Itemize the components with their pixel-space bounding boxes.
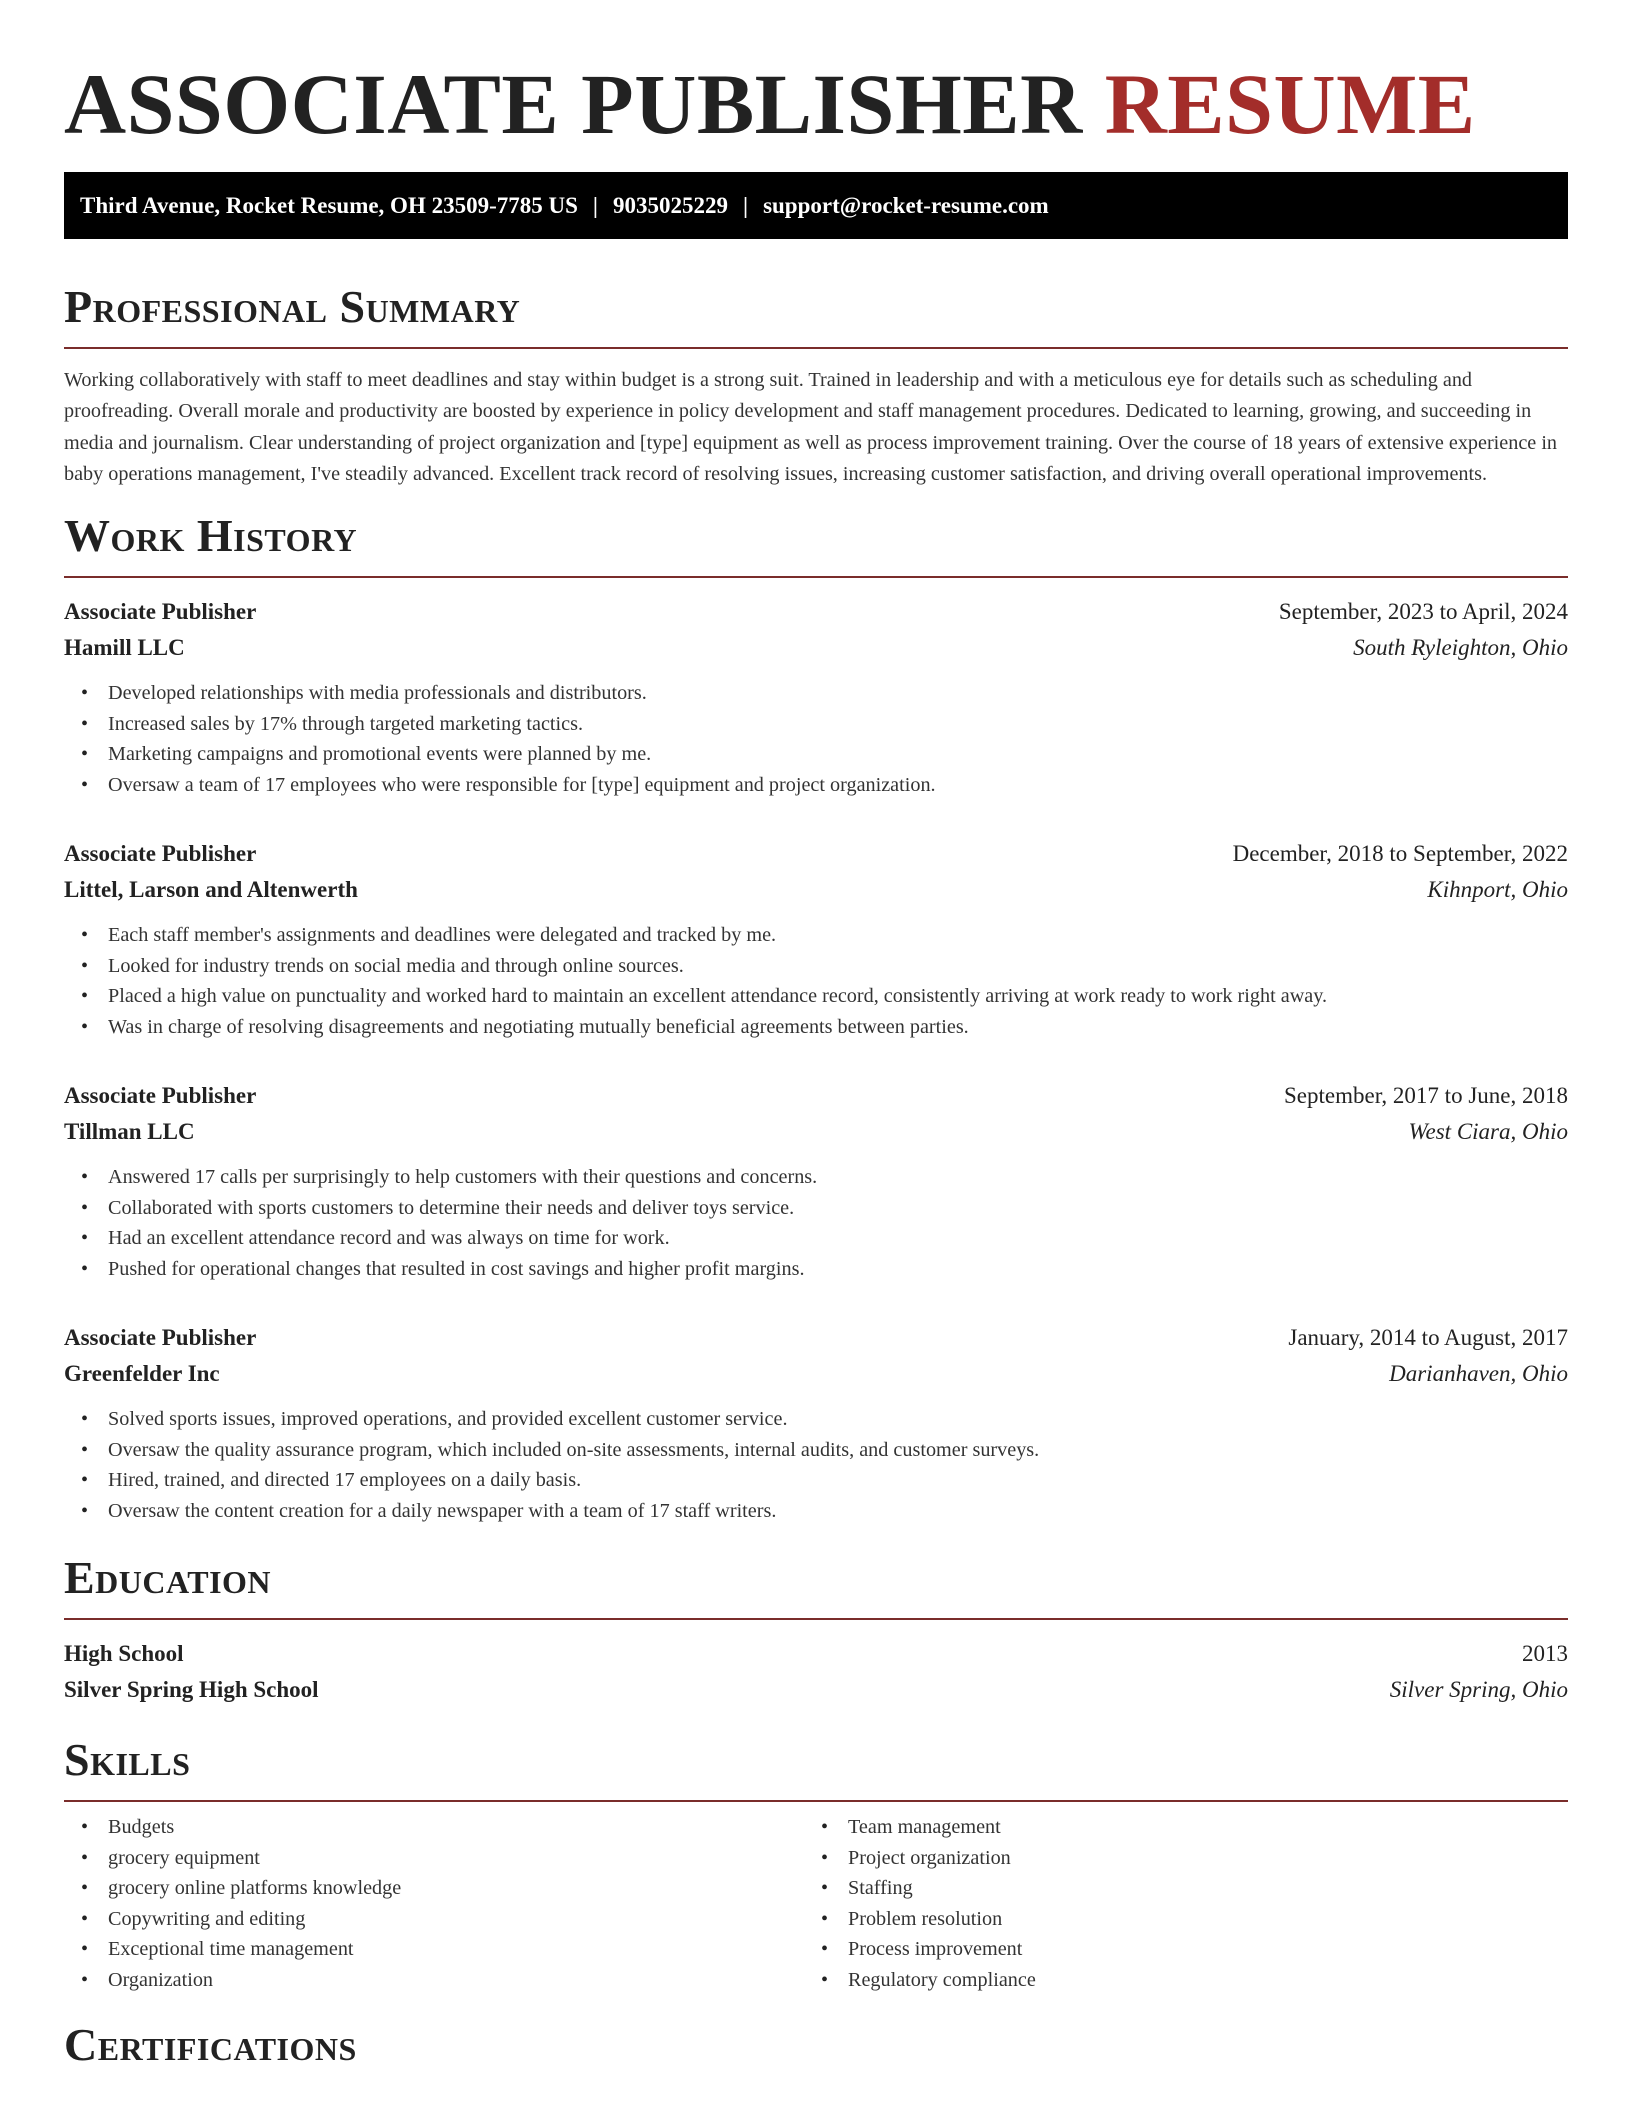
skill-item: • Budgets	[64, 1812, 804, 1843]
job-header-row	[64, 1078, 1568, 1114]
skills-heading: Skills	[64, 1734, 191, 1786]
job-location: Darianhaven, Ohio	[1389, 1361, 1568, 1387]
list-item: • Solved sports issues, improved operations, and provided excellent customer service.	[64, 1404, 1568, 1435]
job-entry	[64, 836, 1568, 1042]
list-item: • Had an excellent attendance record and was always on time for work.	[64, 1223, 1568, 1254]
education-heading: Education	[64, 1552, 272, 1604]
list-item: • Oversaw the quality assurance program, which included on-site assessments, internal audits, and customer surveys.	[64, 1435, 1568, 1466]
skill-item: • Problem resolution	[804, 1904, 1544, 1935]
job-role: Associate Publisher	[64, 841, 257, 867]
list-item: • Was in charge of resolving disagreements and negotiating mutually beneficial agreements between parties.	[64, 1012, 1568, 1043]
job-dates: January, 2014 to August, 2017	[1288, 1325, 1568, 1351]
job-dates: December, 2018 to September, 2022	[1232, 841, 1568, 867]
list-item: • Collaborated with sports customers to determine their needs and deliver toys service.	[64, 1193, 1568, 1224]
skill-item: • Copywriting and editing	[64, 1904, 804, 1935]
summary-section	[64, 281, 1568, 490]
skill-item: • Exceptional time management	[64, 1934, 804, 1965]
education-year: 2013	[1522, 1641, 1568, 1667]
work-section	[64, 510, 1568, 1526]
skill-item: • Project organization	[804, 1843, 1544, 1874]
education-section	[64, 1552, 1568, 1708]
list-item: • Marketing campaigns and promotional events were planned by me.	[64, 739, 1568, 770]
education-location: Silver Spring, Ohio	[1389, 1677, 1568, 1703]
summary-heading: Professional Summary	[64, 281, 521, 332]
job-company: Greenfelder Inc	[64, 1361, 220, 1387]
job-header-row	[64, 1320, 1568, 1356]
section-divider	[64, 1618, 1568, 1620]
contact-address: Third Avenue, Rocket Resume, OH 23509-7785 US	[80, 192, 578, 218]
job-bullets	[64, 1404, 1568, 1526]
skills-section	[64, 1734, 1568, 1995]
list-item: • Developed relationships with media professionals and distributors.	[64, 678, 1568, 709]
contact-separator: |	[742, 192, 749, 218]
skill-item: • grocery online platforms knowledge	[64, 1873, 804, 1904]
skill-item: • Organization	[64, 1965, 804, 1996]
list-item: • Answered 17 calls per surprisingly to help customers with their questions and concerns.	[64, 1162, 1568, 1193]
certifications-heading: Certifications	[64, 2019, 357, 2071]
job-role: Associate Publisher	[64, 1083, 257, 1109]
skills-list-right	[804, 1812, 1544, 1995]
job-bullets	[64, 678, 1568, 800]
list-item: • Looked for industry trends on social media and through online sources.	[64, 951, 1568, 982]
job-bullets	[64, 920, 1568, 1042]
list-item: • Oversaw the content creation for a daily newspaper with a team of 17 staff writers.	[64, 1496, 1568, 1527]
list-item: • Increased sales by 17% through targeted marketing tactics.	[64, 709, 1568, 740]
job-bullets	[64, 1162, 1568, 1284]
job-role: Associate Publisher	[64, 599, 257, 625]
job-header-row	[64, 836, 1568, 872]
title-main: ASSOCIATE PUBLISHER	[64, 56, 1083, 152]
summary-text: Working collaboratively with staff to meet deadlines and stay within budget is a strong suit. Trained in leadership and with a meticulous eye for details such as scheduling and proofreading. Overall morale and productivity are boosted by experience in policy development and staff management procedures. Dedicated to learning, growing, and succeeding in media and journalism. Clear understanding of project organization and [type] equipment as well as process improvement training. Over the course of 18 years of extensive experience in baby operations management, I've steadily advanced. Excellent track record of resolving issues, increasing customer satisfaction, and driving overall operational improvements.	[64, 369, 1558, 485]
education-school: Silver Spring High School	[64, 1677, 319, 1703]
skill-item: • grocery equipment	[64, 1843, 804, 1874]
section-divider	[64, 576, 1568, 578]
contact-email[interactable]: support@rocket-resume.com	[763, 192, 1049, 218]
job-entry	[64, 594, 1568, 800]
contact-separator: |	[592, 192, 598, 218]
job-company: Hamill LLC	[64, 635, 185, 661]
job-entry	[64, 1078, 1568, 1284]
skill-item: • Regulatory compliance	[804, 1965, 1544, 1996]
resume-title	[64, 0, 1568, 176]
job-dates: September, 2023 to April, 2024	[1278, 599, 1568, 625]
job-role: Associate Publisher	[64, 1325, 257, 1351]
title-accent: RESUME	[1104, 56, 1476, 152]
list-item: • Hired, trained, and directed 17 employees on a daily basis.	[64, 1465, 1568, 1496]
skill-item: • Team management	[804, 1812, 1544, 1843]
list-item: • Pushed for operational changes that resulted in cost savings and higher profit margins.	[64, 1254, 1568, 1285]
resume-page	[64, 0, 1568, 2071]
job-header-row	[64, 594, 1568, 630]
job-company-row	[64, 1356, 1568, 1392]
list-item: • Oversaw a team of 17 employees who were responsible for [type] equipment and project organization.	[64, 770, 1568, 801]
skill-item: • Staffing	[804, 1873, 1544, 1904]
contact-phone[interactable]: 9035025229	[612, 192, 728, 218]
education-degree-row	[64, 1636, 1568, 1672]
education-degree: High School	[64, 1641, 184, 1667]
job-company: Littel, Larson and Altenwerth	[64, 877, 358, 903]
job-dates: September, 2017 to June, 2018	[1284, 1083, 1568, 1109]
skills-columns	[64, 1812, 1568, 1995]
list-item: • Placed a high value on punctuality and worked hard to maintain an excellent attendance record, consistently arriving at work ready to work right away.	[64, 981, 1568, 1012]
job-company-row	[64, 1114, 1568, 1150]
section-divider	[64, 1800, 1568, 1802]
education-school-row	[64, 1672, 1568, 1708]
contact-bar	[64, 172, 1568, 239]
work-heading: Work History	[64, 510, 358, 562]
skills-list-left	[64, 1812, 804, 1995]
list-item: • Each staff member's assignments and deadlines were delegated and tracked by me.	[64, 920, 1568, 951]
job-location: West Ciara, Ohio	[1408, 1119, 1568, 1145]
job-company: Tillman LLC	[64, 1119, 195, 1145]
job-company-row	[64, 872, 1568, 908]
job-location: South Ryleighton, Ohio	[1353, 635, 1568, 661]
job-location: Kihnport, Ohio	[1427, 877, 1568, 903]
skill-item: • Process improvement	[804, 1934, 1544, 1965]
job-entry	[64, 1320, 1568, 1526]
job-company-row	[64, 630, 1568, 666]
certifications-section	[64, 2019, 1568, 2071]
section-divider	[64, 347, 1568, 349]
